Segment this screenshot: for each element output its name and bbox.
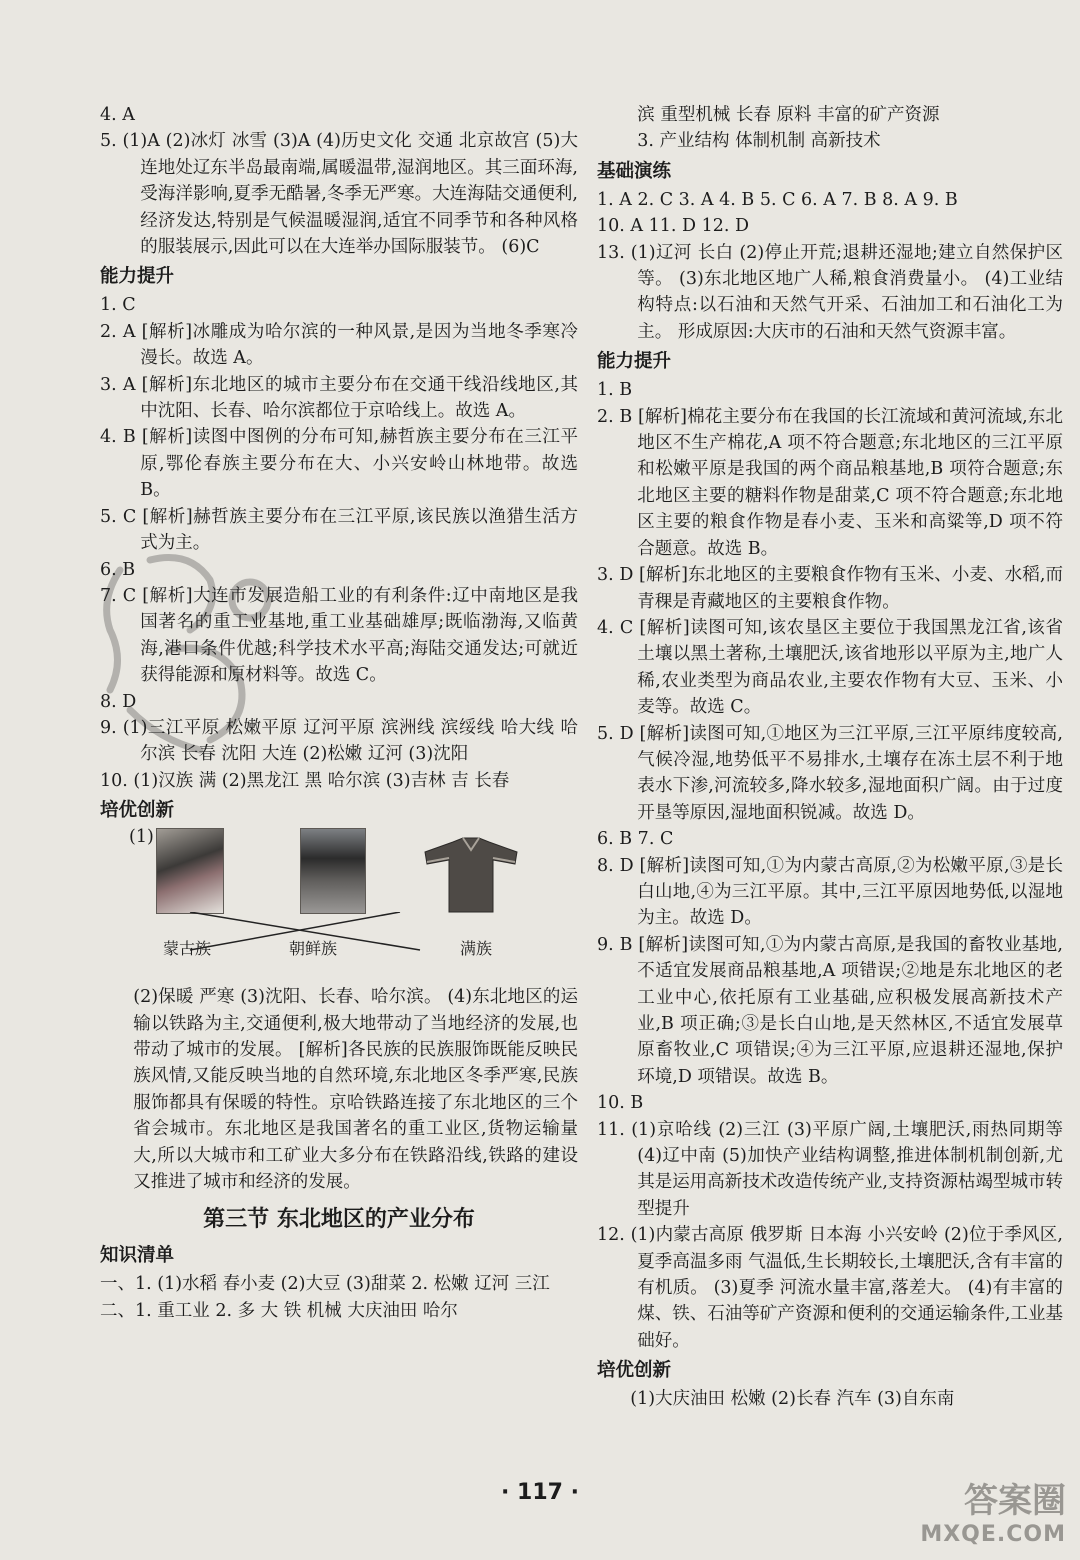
label-korean: 朝鲜族: [289, 939, 338, 959]
answer-line: 2. B [解析]棉花主要分布在我国的长江流域和黄河流域,东北地区不生产棉花,A 项不符合题意;东北地区的三江平原和松嫩平原是我国的两个商品粮基地,B 项符合题意;东北地区主要的糖料作物是甜菜,C 项不符合题意;东北地区主要的粮食作物是春小麦、玉米和高粱等,D 项不符合题意。故选 B。: [597, 406, 1063, 559]
answer-line: 3. 产业结构 体制机制 高新技术: [637, 131, 881, 152]
answer-line: (1)大庆油田 松嫩 (2)长春 汽车 (3)自东南: [630, 1389, 955, 1410]
answer-line: 5. C [解析]赫哲族主要分布在三江平原,该民族以渔猎生活方式为主。: [100, 506, 578, 554]
answer-line: (2)保暖 严寒 (3)沈阳、长春、哈尔滨。 (4)东北地区的运输以铁路为主,交通便利,极大地带动了当地经济的发展,也带动了城市的发展。 [解析]各民族的民族服饰既能反映民族风情,又能反映当地的自然环境,东北地区冬季严寒,民族服饰都具有保暖的特性。京哈铁路连接了东北地区的三个省会城市。东北地区是我国著名的重工业区,货物运输量大,所以大城市和工矿业大多分布在铁路沿线,铁路的建设又推进了城市和经济的发展。: [133, 987, 578, 1192]
answer-line: 5. D [解析]读图可知,①地区为三江平原,三江平原纬度较高,气候冷湿,地势低平不易排水,土壤存在冻土层不利于地表水下渗,河流较多,降水较多,湿地面积广阔。由于过度开垦等原因,湿地面积锐减。故选 D。: [597, 723, 1063, 823]
answer-line: 9. B [解析]读图可知,①为内蒙古高原,是我国的畜牧业基地,不适宜发展商品粮基地,A 项错误;②地是东北地区的老工业中心,依托原有工业基础,应积极发展高新技术产业,B 项正确;③是长白山地,是天然林区,不适宜发展草原畜牧业,C 项错误;④为三江平原,应退耕还湿地,保护环境,D 项错误。故选 B。: [597, 934, 1063, 1087]
page-number: · 117 ·: [501, 1480, 579, 1505]
answer-line: 一、1. (1)水稻 春小麦 (2)大豆 (3)甜菜 2. 松嫩 辽河 三江: [100, 1274, 550, 1295]
answer-line: 1. C: [100, 295, 136, 316]
answer-line: 3. A [解析]东北地区的城市主要分布在交通干线沿线地区,其中沈阳、长春、哈尔滨都位于京哈线上。故选 A。: [100, 374, 578, 422]
section-title: 第三节 东北地区的产业分布: [203, 1207, 475, 1233]
right-column: [597, 102, 1063, 1413]
answer-line: 9. (1)三江平原 松嫩平原 辽河平原 滨洲线 滨绥线 哈大线 哈尔滨 长春 沈阳 大连 (2)松嫩 辽河 (3)沈阳: [100, 717, 578, 765]
answer-line: 8. D [解析]读图可知,①为内蒙古高原,②为松嫩平原,③是长白山地,④为三江平原。其中,三江平原因地势低,以湿地为主。故选 D。: [597, 855, 1063, 929]
answer-line: 1. B: [597, 380, 633, 401]
label-mongol: 蒙古族: [163, 939, 212, 959]
robe-image: [423, 836, 519, 914]
watermark-url: MXQE.COM: [920, 1522, 1066, 1547]
label-manchu: 满族: [460, 939, 493, 959]
heading-innovation: 培优创新: [597, 1360, 672, 1382]
answer-line: 滨 重型机械 长春 原料 丰富的矿产资源: [637, 105, 940, 125]
answer-line: 11. (1)京哈线 (2)三江 (3)平原广阔,土壤肥沃,雨热同期等 (4)辽中南 (5)加快产业结构调整,推进体制机制创新,尤其是运用高新技术改造传统产业,支持资源枯竭型城市转型提升: [597, 1119, 1063, 1219]
answer-line: 8. D: [100, 691, 137, 712]
watermark-logo-text: 答案圈: [964, 1481, 1066, 1521]
answer-line: 4. A: [100, 105, 135, 125]
answer-line: 10. A 11. D 12. D: [597, 216, 750, 237]
heading-basic-practice: 基础演练: [597, 160, 672, 182]
answer-line: 10. (1)汉族 满 (2)黑龙江 黑 哈尔滨 (3)吉林 吉 长春: [100, 770, 510, 791]
figure-label: (1): [129, 827, 154, 848]
watermark-logo: [920, 1481, 1066, 1552]
answer-line: 7. C [解析]大连市发展造船工业的有利条件:辽中南地区是我国著名的重工业基地,重工业基础雄厚;既临渤海,又临黄海,港口条件优越;科学技术水平高;海陆交通发达;可就近获得能源和原材料等。故选 C。: [100, 585, 578, 686]
answer-line: 13. (1)辽河 长白 (2)停止开荒;退耕还湿地;建立自然保护区等。 (3)东北地区地广人稀,粮食消费量小。 (4)工业结构特点:以石油和天然气开采、石油加工和石油化工为主。 形成原因:大庆市的石油和天然气资源丰富。: [597, 242, 1063, 342]
answer-line: 6. B 7. C: [597, 829, 674, 850]
answer-line: 12. (1)内蒙古高原 俄罗斯 日本海 小兴安岭 (2)位于季风区,夏季高温多雨 气温低,生长期较长,土壤肥沃,含有丰富的有机质。 (3)夏季 河流水量丰富,落差大。 (4)有丰富的煤、铁、石油等矿产资源和便利的交通运输条件,工业基础好。: [597, 1225, 1063, 1351]
heading-innovation: 培优创新: [100, 800, 175, 822]
answer-line: 4. C [解析]读图可知,该农垦区主要位于我国黑龙江省,该省土壤以黑土著称,土壤肥沃,该省地形以平原为主,地广人稀,农业类型为商品农业,主要农作物有大豆、玉米、小麦等。故选 C。: [597, 617, 1063, 718]
answer-line: 5. (1)A (2)冰灯 冰雪 (3)A (4)历史文化 交通 北京故宫 (5)大连地处辽东半岛最南端,属暖温带,湿润地区。其三面环海,受海洋影响,夏季无酷暑,冬季无严寒。大连海陆交通便利,经济发达,特别是气候温暖湿润,适宜不同季节和各种风格的服装展示,因此可以在大连举办国际服装节。 (6)C: [100, 131, 578, 258]
costume-photo: [300, 828, 366, 914]
heading-ability: 能力提升: [597, 351, 672, 373]
ethnic-costume-figure: [100, 826, 578, 984]
heading-ability: 能力提升: [100, 266, 175, 288]
answer-line: 10. B: [597, 1093, 644, 1114]
answer-line: 6. B: [100, 559, 136, 580]
answer-line: 3. D [解析]东北地区的主要粮食作物有玉米、小麦、水稻,而青稞是青藏地区的主要粮食作物。: [597, 565, 1063, 612]
answer-line: 1. A 2. C 3. A 4. B 5. C 6. A 7. B 8. A 9. B: [597, 189, 958, 210]
answer-line: 二、1. 重工业 2. 多 大 铁 机械 大庆油田 哈尔: [100, 1300, 458, 1321]
heading-knowledge-list: 知识清单: [100, 1245, 175, 1267]
watermark-stamp: [80, 540, 300, 770]
answer-line: 4. B [解析]读图中图例的分布可知,赫哲族主要分布在三江平原,鄂伦春族主要分布在大、小兴安岭山林地带。故选 B。: [100, 427, 578, 501]
couple-photo: [156, 828, 224, 914]
answer-line: 2. A [解析]冰雕成为哈尔滨的一种风景,是因为当地冬季寒冷漫长。故选 A。: [100, 321, 578, 369]
